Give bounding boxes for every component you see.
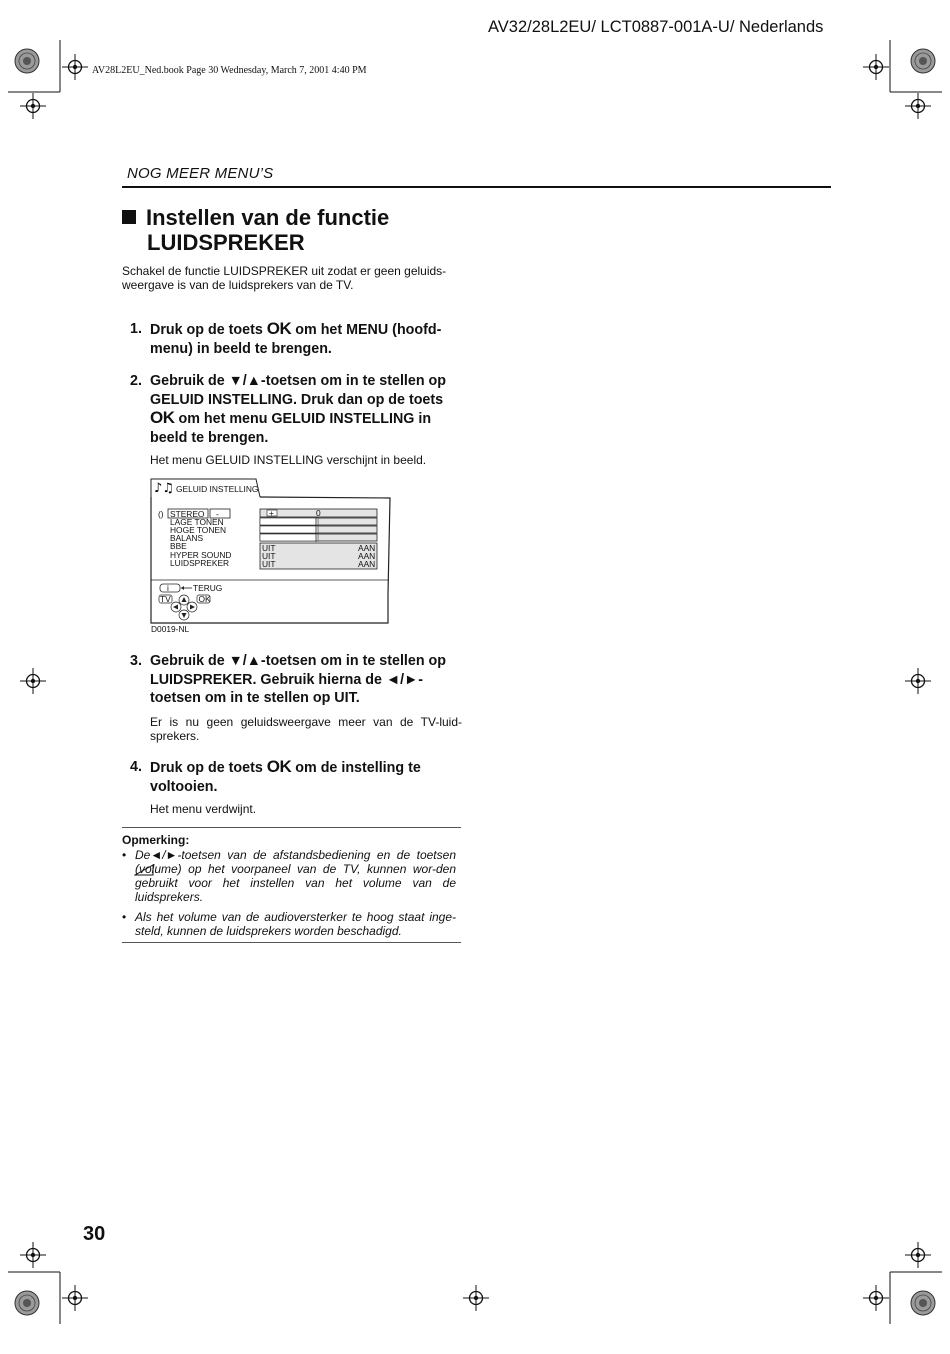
page-number: 30 bbox=[83, 1223, 106, 1245]
menu-item-lage-tonen: LAGE TONEN bbox=[170, 517, 224, 527]
balance-center-value: 0 bbox=[316, 508, 321, 518]
svg-text:i: i bbox=[167, 583, 169, 593]
volume-icon bbox=[134, 864, 154, 876]
step-3-note: Er is nu geen geluidsweergave meer van de TV-luid-sprekers. bbox=[150, 715, 462, 743]
registration-target-icon bbox=[863, 54, 889, 80]
registration-rosette-icon bbox=[911, 1291, 935, 1315]
book-info: AV28L2EU_Ned.book Page 30 Wednesday, March 7, 2001 4:40 PM bbox=[92, 65, 367, 76]
step-text-part: om het menu GELUID INSTELLING in beeld te brengen. bbox=[150, 411, 432, 446]
title-line-2: LUIDSPREKER bbox=[147, 230, 305, 255]
square-bullet-icon bbox=[122, 210, 136, 224]
registration-target-icon bbox=[463, 1285, 489, 1311]
registration-target-icon bbox=[20, 668, 46, 694]
note-top-rule bbox=[122, 827, 461, 828]
toggle-off-label: UIT bbox=[262, 559, 276, 569]
step-3 bbox=[130, 652, 465, 710]
note-title: Opmerking: bbox=[122, 833, 190, 847]
registration-rosette-icon bbox=[911, 49, 935, 73]
menu-item-hoge-tonen: HOGE TONEN bbox=[170, 525, 226, 535]
step-2-note: Het menu GELUID INSTELLING verschijnt in beeld. bbox=[150, 453, 427, 467]
registration-target-icon bbox=[863, 1285, 889, 1311]
dpad-icon bbox=[171, 595, 197, 620]
step-text bbox=[150, 758, 465, 796]
note-bullets bbox=[122, 848, 456, 944]
menu-screen-figure bbox=[150, 476, 392, 636]
menu-item-luidspreker: LUIDSPREKER bbox=[170, 558, 230, 568]
ok-label: OK bbox=[198, 594, 211, 604]
ok-button-icon: OK bbox=[266, 757, 292, 776]
toggle-on-label: AAN bbox=[358, 551, 376, 561]
svg-text:+: + bbox=[269, 508, 274, 518]
toggle-on-label: AAN bbox=[358, 543, 376, 553]
registration-target-icon bbox=[905, 1242, 931, 1268]
registration-target-icon bbox=[20, 93, 46, 119]
step-text-part: om de instelling te voltooien. bbox=[150, 760, 421, 795]
step-text-part: Druk op de toets bbox=[150, 760, 263, 776]
step-1 bbox=[130, 320, 465, 360]
section-divider bbox=[122, 186, 831, 188]
step-4-note: Het menu verdwijnt. bbox=[150, 802, 257, 816]
note-bullet-text: Als het volume van de audioversterker te hoog staat inge-steld, kunnen de luidsprekers worden beschadigd. bbox=[135, 910, 456, 938]
step-number: 4. bbox=[130, 759, 142, 775]
music-note-icon: ♪♫ bbox=[154, 481, 174, 496]
svg-text:(): () bbox=[158, 509, 164, 519]
stereo-value: - bbox=[216, 509, 219, 519]
registration-rosette-icon bbox=[15, 1291, 39, 1315]
step-number: 1. bbox=[130, 321, 142, 337]
registration-target-icon bbox=[905, 668, 931, 694]
step-text-part: om het MENU (hoofd-menu) in beeld te brengen. bbox=[150, 322, 442, 357]
step-text bbox=[150, 372, 465, 447]
step-number: 2. bbox=[130, 373, 142, 389]
step-2 bbox=[130, 372, 465, 448]
menu-item-bbe: BBE bbox=[170, 541, 187, 551]
step-text: Gebruik de ▼/▲-toetsen om in te stellen op LUIDSPREKER. Gebruik hierna de ◄/►-toetsen om in te stellen op UIT. bbox=[150, 653, 447, 706]
step-4 bbox=[130, 758, 465, 798]
figure-code: D0019-NL bbox=[151, 624, 190, 634]
registration-target-icon bbox=[62, 1285, 88, 1311]
registration-target-icon bbox=[905, 93, 931, 119]
step-number: 3. bbox=[130, 653, 142, 669]
registration-rosette-icon bbox=[15, 49, 39, 73]
step-text-part: Druk op de toets bbox=[150, 322, 263, 338]
note-bullet: • De◄/►-toetsen van de afstandsbediening en de toetsen (volume) op het voorpaneel van de TV, kunnen wor-den gebruikt voor het instellen van het volume van de luidsprekers. bbox=[122, 848, 456, 904]
toggle-off-label: UIT bbox=[262, 551, 276, 561]
note-bullet: • Als het volume van de audioversterker te hoog staat inge-steld, kunnen de luidsprekers worden beschadigd. bbox=[122, 910, 456, 938]
toggle-on-label: AAN bbox=[358, 559, 376, 569]
ok-button-icon: OK bbox=[266, 319, 292, 338]
stereo-label: STEREO bbox=[170, 509, 205, 519]
note-bottom-rule bbox=[122, 942, 461, 943]
section-label: NOG MEER MENU’S bbox=[127, 165, 274, 182]
step-text-part: Gebruik de ▼/▲-toetsen om in te stellen op GELUID INSTELLING. Druk dan op de toets bbox=[150, 373, 447, 408]
ok-button-icon: OK bbox=[150, 408, 175, 427]
info-button-icon bbox=[160, 584, 180, 592]
toggle-off-label: UIT bbox=[262, 543, 276, 553]
menu-tab-title: GELUID INSTELLING bbox=[176, 484, 259, 494]
back-label: TERUG bbox=[193, 583, 223, 593]
note-bullet-text: De◄/►-toetsen van de afstandsbediening en de toetsen (volume) op het voorpaneel van de TV, kunnen wor-den gebruikt voor het instellen van het volume van de luidsprekers. bbox=[135, 848, 456, 904]
title-line-1: Instellen van de functie bbox=[146, 205, 390, 230]
tv-label: TV bbox=[160, 594, 171, 604]
intro-paragraph: Schakel de functie LUIDSPREKER uit zodat er geen geluids-weergave is van de luidsprekers van de TV. bbox=[122, 264, 447, 292]
registration-target-icon bbox=[62, 54, 88, 80]
step-text bbox=[150, 320, 465, 358]
menu-item-hyper-sound: HYPER SOUND bbox=[170, 550, 232, 560]
menu-item-balans: BALANS bbox=[170, 533, 204, 543]
registration-target-icon bbox=[20, 1242, 46, 1268]
document-title: AV32/28L2EU/ LCT0887-001A-U/ Nederlands bbox=[488, 18, 824, 36]
page-title bbox=[122, 205, 522, 255]
